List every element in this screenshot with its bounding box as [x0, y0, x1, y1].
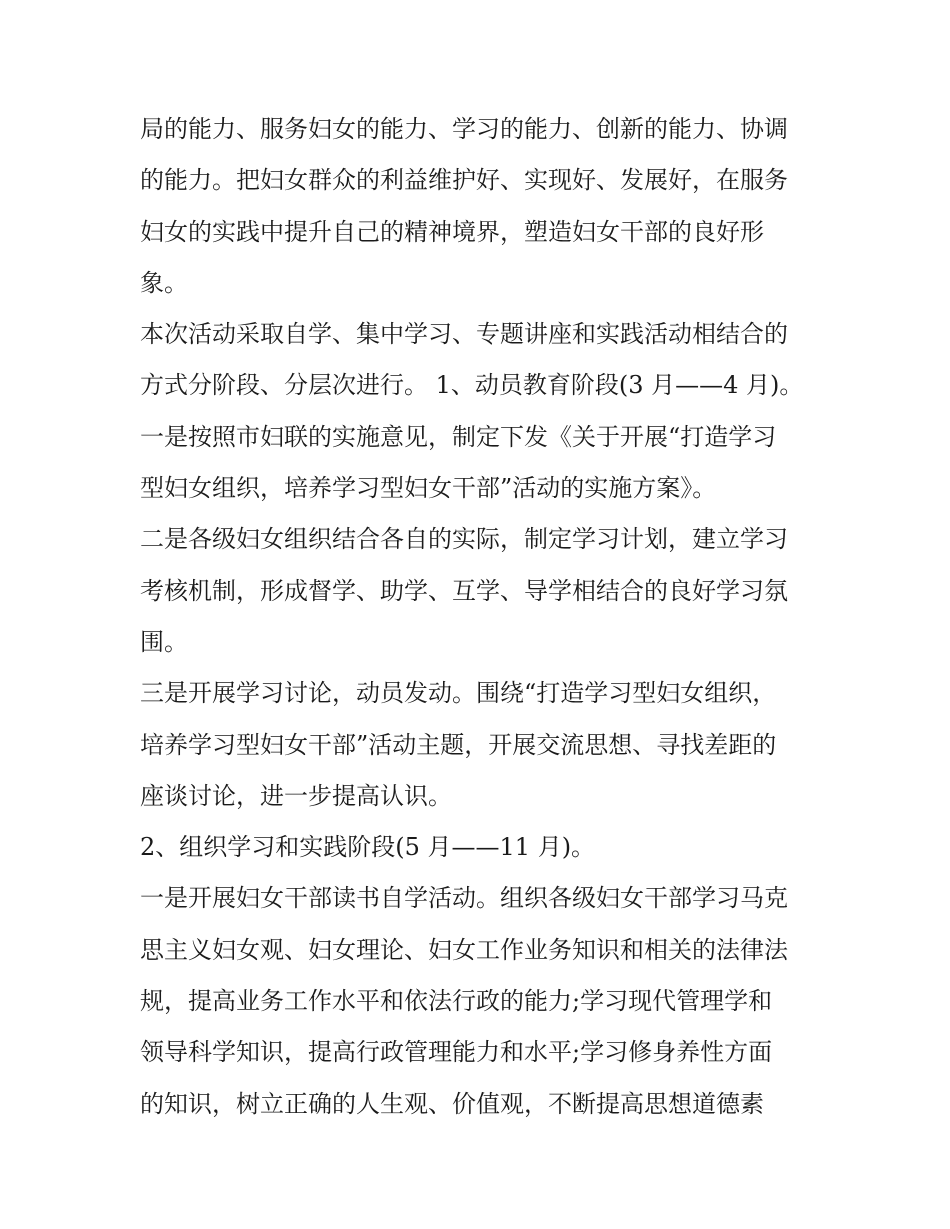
text-line: 象。 [140, 268, 188, 297]
text-line: 围。 [140, 627, 188, 656]
text-line: 方式分阶段、分层次进行。 1、动员教育阶段(3 月——4 月)。 [140, 371, 804, 400]
text-line: 2、组织学习和实践阶段(5 月——11 月)。 [140, 833, 596, 862]
text-line: 一是按照市妇联的实施意见，制定下发《关于开展“打造学习 [140, 422, 777, 451]
text-line: 的知识，树立正确的人生观、价值观，不断提高思想道德素 [140, 1089, 764, 1118]
text-line: 领导科学知识，提高行政管理能力和水平;学习修身养性方面 [140, 1038, 773, 1067]
text-line: 三是开展学习讨论，动员发动。围绕“打造学习型妇女组织， [140, 679, 777, 708]
text-line: 型妇女组织，培养学习型妇女干部”活动的实施方案》。 [140, 474, 717, 503]
text-line: 的能力。把妇女群众的利益维护好、实现好、发展好，在服务 [140, 166, 788, 195]
document-body [140, 104, 830, 1130]
text-line: 一是开展妇女干部读书自学活动。组织各级妇女干部学习马克 [140, 884, 788, 913]
text-line: 妇女的实践中提升自己的精神境界，塑造妇女干部的良好形 [140, 217, 764, 246]
text-line: 座谈讨论，进一步提高认识。 [140, 781, 452, 810]
text-line: 规，提高业务工作水平和依法行政的能力;学习现代管理学和 [140, 987, 773, 1016]
text-line: 培养学习型妇女干部”活动主题，开展交流思想、寻找差距的 [140, 730, 777, 759]
text-line: 本次活动采取自学、集中学习、专题讲座和实践活动相结合的 [140, 320, 788, 349]
text-line: 二是各级妇女组织结合各自的实际，制定学习计划，建立学习 [140, 525, 788, 554]
text-line: 局的能力、服务妇女的能力、学习的能力、创新的能力、协调 [140, 115, 788, 143]
text-line: 思主义妇女观、妇女理论、妇女工作业务知识和相关的法律法 [140, 935, 788, 964]
text-line: 考核机制，形成督学、助学、互学、导学相结合的良好学习氛 [140, 576, 788, 605]
